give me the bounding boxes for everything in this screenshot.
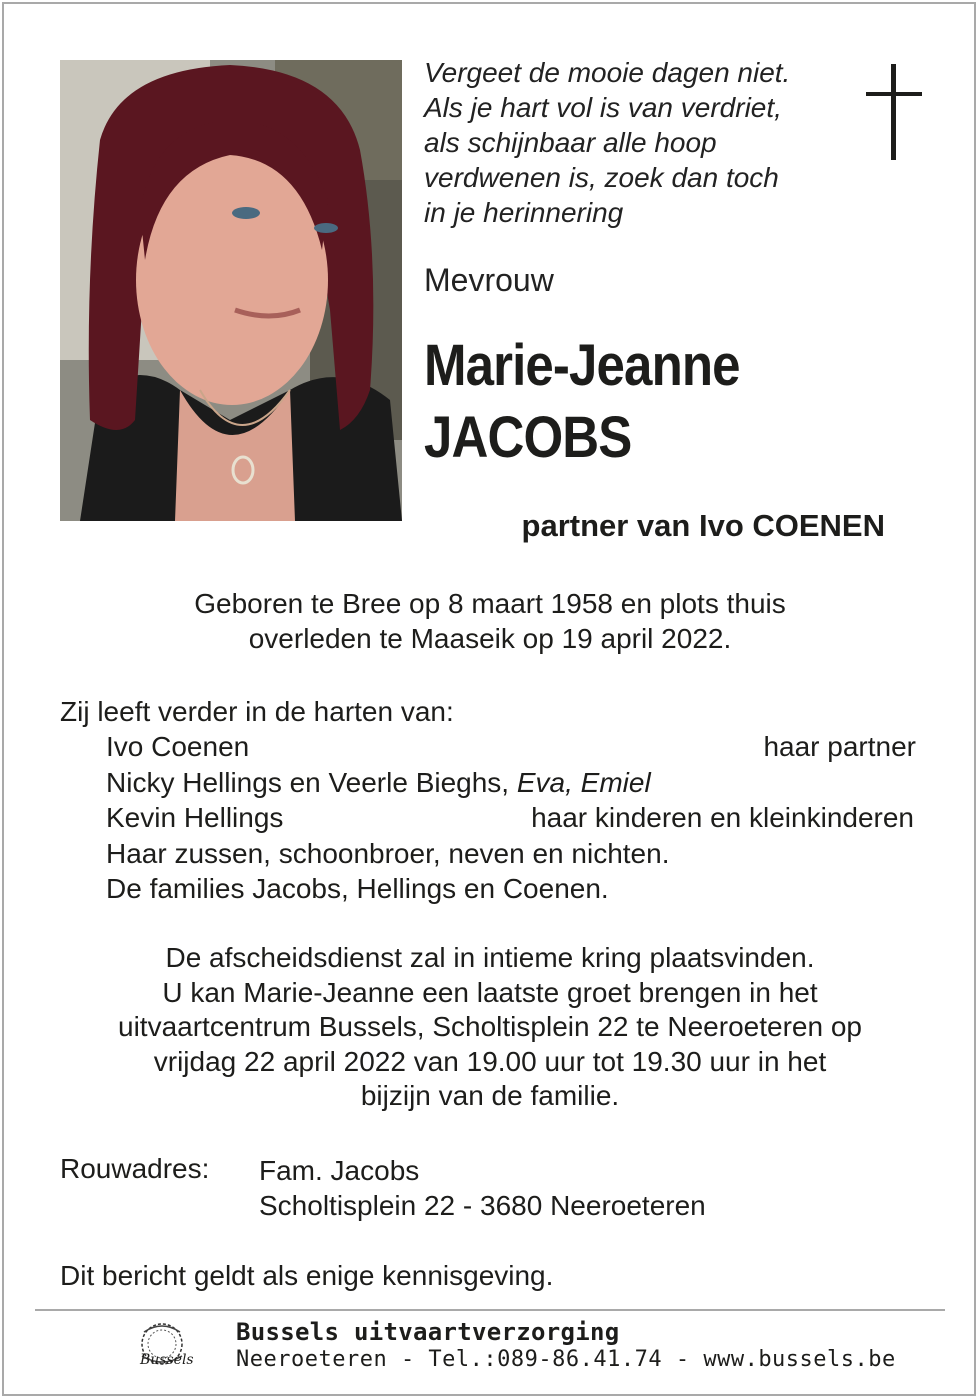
survivor-name [106, 767, 651, 799]
honorific-title: Mevrouw [424, 262, 554, 298]
logo-text: Bussels [140, 1352, 194, 1368]
survivors-intro: Zij leeft verder in de harten van: [60, 696, 454, 727]
ceremony-line: vrijdag 22 april 2022 van 19.00 uur tot 19.30 uur in het [153, 1045, 827, 1077]
poem-line: Vergeet de mooie dagen niet. [424, 57, 791, 88]
deceased-name [424, 330, 740, 474]
ceremony-line: bijzijn van de familie. [360, 1080, 620, 1111]
address-line: Scholtisplein 22 - 3680 Neeroeteren [259, 1190, 706, 1221]
survivor-role: haar partner [763, 731, 916, 762]
funeral-home-contact: Neeroeteren - Tel.:089-86.41.74 - www.bussels.be [236, 1347, 896, 1372]
portrait-photo [60, 60, 402, 521]
last-name: JACOBS [424, 405, 632, 470]
child-couple: Nicky Hellings en Veerle Bieghs, [106, 767, 510, 798]
poem-line: als schijnbaar alle hoop [424, 127, 717, 158]
partner-line: partner van Ivo COENEN [521, 508, 885, 543]
ceremony-text [0, 941, 980, 1114]
poem-line: verdwenen is, zoek dan toch [424, 162, 779, 193]
address-label: Rouwadres: [60, 1153, 210, 1184]
divider [35, 1309, 945, 1311]
survivor-name: Kevin Hellings [106, 802, 284, 833]
funeral-home-name: Bussels uitvaartverzorging [236, 1318, 620, 1346]
birth-death-text [0, 586, 980, 656]
notice-text: Dit bericht geldt als enige kennisgeving. [60, 1260, 554, 1291]
death-line: overleden te Maaseik op 19 april 2022. [248, 623, 732, 654]
first-name: Marie-Jeanne [424, 333, 740, 398]
cross-icon [866, 64, 922, 160]
survivor-role: haar kinderen en kleinkinderen [531, 802, 914, 833]
ceremony-line: U kan Marie-Jeanne een laatste groet brengen in het [162, 976, 818, 1008]
poem-line: Als je hart vol is van verdriet, [424, 92, 782, 123]
survivor-line: De families Jacobs, Hellings en Coenen. [106, 873, 609, 904]
poem-line: in je herinnering [424, 197, 624, 228]
ceremony-line: uitvaartcentrum Bussels, Scholtisplein 22 te Neeroeteren op [118, 1011, 862, 1042]
survivor-line: Haar zussen, schoonbroer, neven en nichten. [106, 838, 670, 869]
bussels-logo [132, 1320, 194, 1375]
birth-line: Geboren te Bree op 8 maart 1958 en plots thuis [194, 588, 786, 619]
address-line: Fam. Jacobs [259, 1155, 420, 1186]
survivor-name: Ivo Coenen [106, 731, 250, 762]
ceremony-line: De afscheidsdienst zal in intieme kring plaatsvinden. [165, 942, 815, 973]
grandchildren: Eva, Emiel [516, 767, 651, 798]
poem [424, 55, 790, 230]
mourning-address [259, 1153, 706, 1223]
